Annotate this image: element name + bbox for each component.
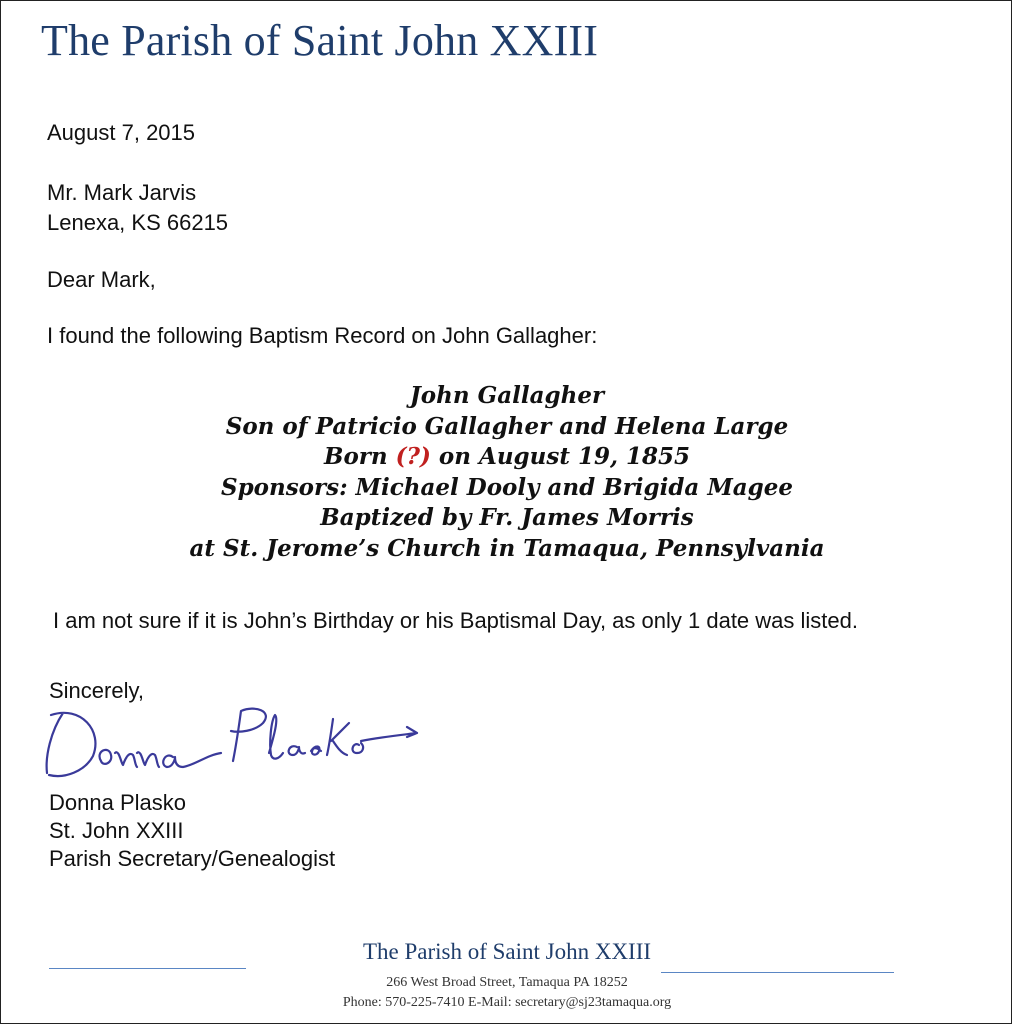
record-sponsors: Sponsors: Michael Dooly and Brigida Magee [220,473,794,501]
handwritten-signature [41,701,421,786]
record-church: at St. Jerome’s Church in Tamaqua, Pennsylvania [189,534,825,562]
record-name: John Gallagher [409,382,605,409]
footer-address: 266 West Broad Street, Tamaqua PA 18252 [386,975,628,990]
closing: Sincerely, [49,678,144,703]
footer-contact: Phone: 570-225-7410 E-Mail: secretary@sj23tamaqua.org [342,995,672,1010]
record-born-prefix: Born [324,443,388,470]
signer-name: Donna Plasko [49,790,186,815]
recipient-name: Mr. Mark Jarvis [47,180,197,205]
recipient-city: Lenexa, KS 66215 [47,210,229,235]
salutation: Dear Mark, [47,267,156,292]
question-mark: (?) [395,443,431,470]
record-baptized-by: Baptized by Fr. James Morris [320,504,694,531]
letterhead-title: The Parish of Saint John XXIII [41,16,599,65]
signer-role: Parish Secretary/Genealogist [49,846,336,871]
baptism-record [1,381,1012,564]
record-born-suffix: on August 19, 1855 [438,443,690,470]
note-line: I am not sure if it is John’s Birthday or his Baptismal Day, as only 1 date was listed. [53,608,858,633]
signer-org: St. John XXIII [49,818,184,843]
record-parents: Son of Patricio Gallagher and Helena Large [225,412,789,440]
footer-title: The Parish of Saint John XXIII [362,939,652,964]
footer-rule-left [49,968,246,969]
record-born [1,442,1012,473]
footer-rule-right [661,972,894,973]
letter-date: August 7, 2015 [47,120,196,145]
intro-line: I found the following Baptism Record on John Gallagher: [47,323,598,348]
